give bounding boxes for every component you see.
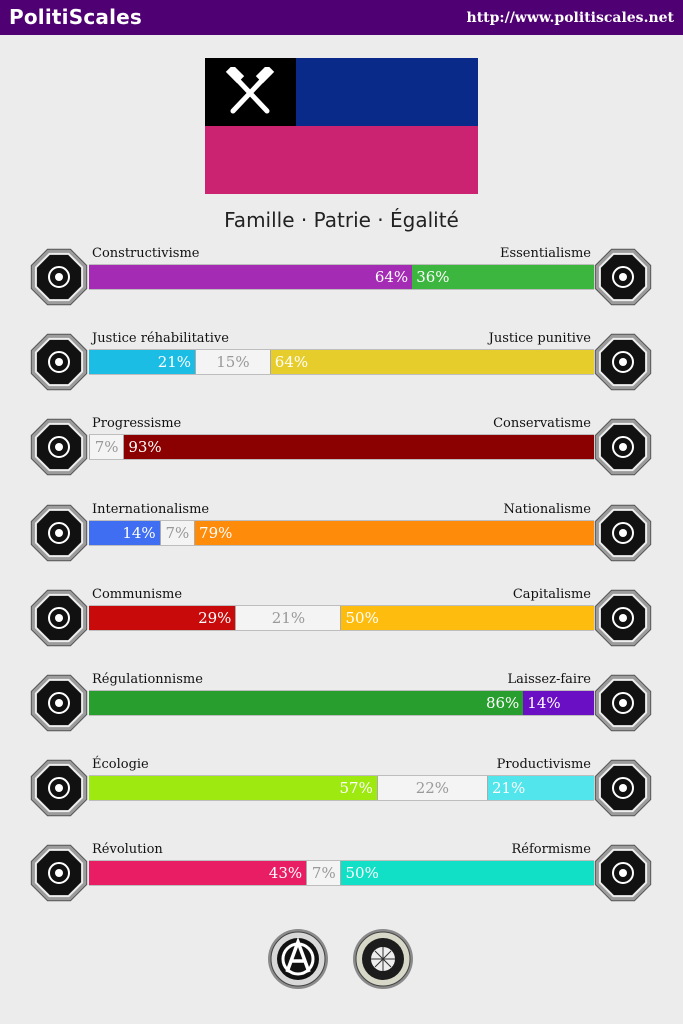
axis-left-segment: 86% [89, 691, 523, 715]
axis-bar [89, 860, 594, 886]
rocket-icon [28, 416, 90, 478]
axis-left-segment: 57% [89, 776, 377, 800]
axis-right-segment: 50% [341, 861, 594, 885]
butterfly-icon [592, 672, 654, 734]
axis-right-label: Laissez-faire [507, 672, 591, 687]
pragmatism-badge-icon[interactable] [352, 928, 414, 990]
axis-left-label: Régulationnisme [92, 672, 203, 687]
axis-right-segment: 21% [488, 776, 594, 800]
site-url[interactable]: http://www.politiscales.net [466, 10, 674, 26]
axis-left-segment: 14% [89, 521, 160, 545]
flag-icon [592, 502, 654, 564]
axis-left-label: Justice réhabilitative [92, 331, 229, 347]
brand-title[interactable]: PolitiScales [9, 5, 143, 29]
parliament-icon [592, 842, 654, 904]
prison-bars-icon [592, 331, 654, 393]
axis-center-segment: 22% [377, 776, 488, 800]
crossed-hammer-icon [223, 67, 278, 117]
axis-left-label: Constructivisme [92, 246, 200, 261]
axis-right-segment: 14% [523, 691, 594, 715]
axis-row [0, 587, 683, 657]
axis-right-segment: 50% [341, 606, 594, 630]
flag-motto: Famille · Patrie · Égalité [224, 208, 459, 232]
axis-bar [89, 264, 594, 290]
axis-right-label: Productivisme [496, 757, 591, 773]
axis-right-label: Nationalisme [503, 501, 591, 517]
badges-row [0, 928, 683, 992]
axis-left-segment: 43% [89, 861, 306, 885]
tree-icon [28, 757, 90, 819]
axis-right-label: Justice punitive [488, 331, 591, 347]
axis-center-segment: 7% [160, 521, 195, 545]
axis-center-segment: 7% [306, 861, 341, 885]
axis-left-segment: 64% [89, 265, 412, 289]
axis-right-label: Essentialisme [499, 246, 591, 261]
axis-row [0, 757, 683, 827]
axis-bar [89, 349, 594, 375]
axis-left-label: Internationalisme [92, 501, 210, 517]
axis-left-label: Communisme [92, 586, 183, 602]
money-bag-icon [592, 587, 654, 649]
handshake-icon [28, 331, 90, 393]
axis-bar [89, 775, 594, 801]
anarchy-badge-icon[interactable] [267, 928, 329, 990]
raised-fist-icon [28, 842, 90, 904]
axis-right-label: Réformisme [511, 842, 591, 858]
axis-right-segment: 36% [412, 265, 594, 289]
axis-row [0, 842, 683, 912]
axis-center-segment: 21% [235, 606, 341, 630]
hourglass-icon [592, 416, 654, 478]
hammer-sickle-icon [28, 587, 90, 649]
result-flag [205, 58, 478, 194]
axis-row [0, 502, 683, 572]
axis-bar [89, 605, 594, 631]
axis-left-label: Progressisme [92, 416, 182, 432]
axis-row [0, 246, 683, 316]
axis-right-segment: 79% [195, 521, 594, 545]
axis-bar [89, 690, 594, 716]
axis-row [0, 331, 683, 401]
app-header [0, 0, 683, 35]
axis-bar [89, 434, 594, 460]
flag-bottom-band [205, 126, 478, 194]
axis-right-segment: 93% [124, 435, 594, 459]
axis-right-segment: 64% [271, 350, 594, 374]
gear-factory-icon [592, 757, 654, 819]
axis-left-segment: 21% [89, 350, 195, 374]
flag-canton [205, 58, 296, 126]
ruler-compass-icon [28, 672, 90, 734]
camera-eye-icon [28, 246, 90, 308]
axis-row [0, 416, 683, 486]
axis-center-segment: 15% [195, 350, 271, 374]
axis-left-label: Écologie [92, 757, 149, 773]
axis-left-segment: 29% [89, 606, 235, 630]
axis-right-label: Capitalisme [512, 586, 591, 602]
axis-left-label: Révolution [92, 842, 163, 858]
axis-center-segment: 7% [89, 435, 124, 459]
axis-bar [89, 520, 594, 546]
globe-laurel-icon [28, 502, 90, 564]
axis-right-label: Conservatisme [493, 416, 591, 432]
flower-icon [592, 246, 654, 308]
axis-row [0, 672, 683, 742]
